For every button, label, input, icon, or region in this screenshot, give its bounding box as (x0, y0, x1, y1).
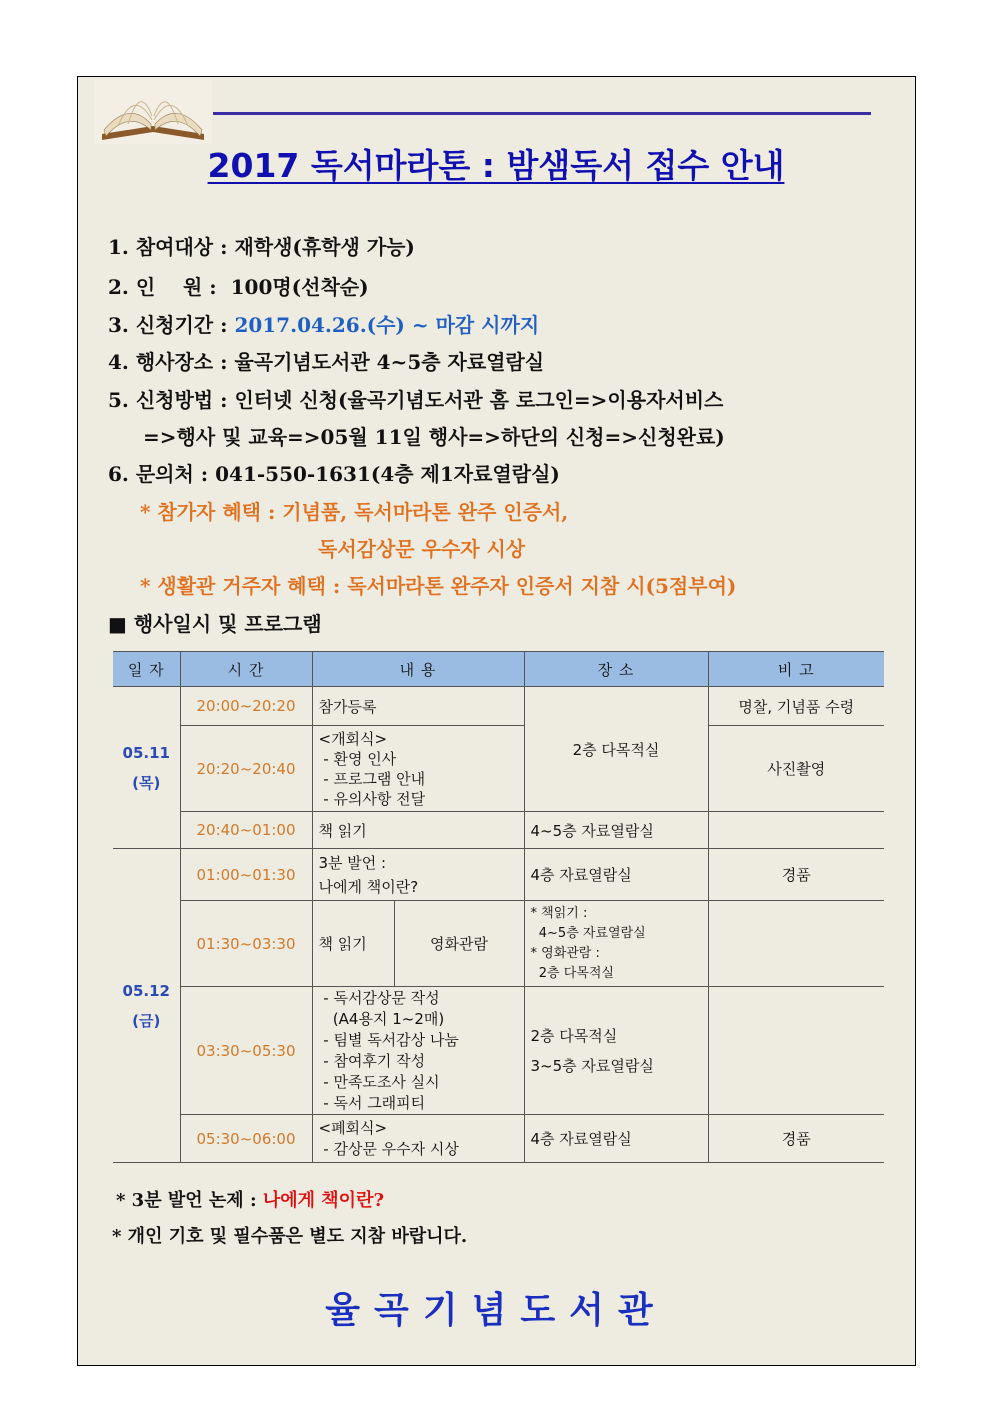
info-item-method: 5. 신청방법 : 인터넷 신청(율곡기념도서관 홈 로그인=>이용자서비스 (108, 388, 724, 412)
content-cell: 책 읽기 (312, 812, 524, 849)
note-cell (708, 812, 884, 849)
note-cell (708, 987, 884, 1115)
note-cell (708, 901, 884, 987)
time-cell: 20:20~20:40 (180, 726, 312, 812)
content-cell-movie: 영화관람 (394, 901, 524, 987)
content-cell: 3분 발언 : 나에게 책이란? (312, 849, 524, 901)
header-note: 비 고 (708, 652, 884, 687)
time-cell: 20:00~20:20 (180, 687, 312, 726)
info-item-target: 1. 참여대상 : 재학생(휴학생 가능) (108, 235, 415, 259)
info-item-period: 3. 신청기간 : 2017.04.26.(수) ~ 마감 시까지 (108, 313, 540, 337)
header-rule (213, 112, 871, 115)
time-cell: 20:40~01:00 (180, 812, 312, 849)
table-row (113, 849, 884, 901)
info-item-capacity: 2. 인 원 : 100명(선착순) (108, 275, 369, 299)
benefit-participant-cont: 독서감상문 우수자 시상 (318, 537, 526, 561)
content-cell: <개회식> - 환영 인사 - 프로그램 안내 - 유의사항 전달 (312, 726, 524, 812)
note-personal-items: * 개인 기호 및 필수품은 별도 지참 바랍니다. (112, 1226, 468, 1247)
time-cell: 05:30~06:00 (180, 1115, 312, 1163)
note-cell: 경품 (708, 849, 884, 901)
header-date: 일 자 (113, 652, 180, 687)
table-row (113, 1115, 884, 1163)
section-heading: ■ 행사일시 및 프로그램 (108, 612, 322, 636)
library-name: 율곡기념도서관 (325, 1290, 667, 1331)
table-row (113, 726, 884, 812)
table-row (113, 987, 884, 1115)
content-cell: - 독서감상문 작성 (A4용지 1~2매) - 팀별 독서감상 나눔 - 참여후기 작성 - 만족도조사 실시 - 독서 그래피티 (312, 987, 524, 1115)
schedule-table (113, 651, 884, 1163)
time-cell: 01:30~03:30 (180, 901, 312, 987)
time-cell: 03:30~05:30 (180, 987, 312, 1115)
header-content: 내 용 (312, 652, 524, 687)
page-title: 2017 독서마라톤 : 밤샘독서 접수 안내 (207, 146, 785, 185)
benefit-dorm: * 생활관 거주자 혜택 : 독서마라톤 완주자 인증서 지참 시(5점부여) (140, 574, 737, 598)
place-cell: 4층 자료열람실 (524, 1115, 708, 1163)
table-row (113, 901, 884, 987)
time-cell: 01:00~01:30 (180, 849, 312, 901)
date-cell-day2: 05.12 (금) (113, 849, 180, 1163)
content-cell: 참가등록 (312, 687, 524, 726)
content-cell: 책 읽기 (312, 901, 394, 987)
place-cell: 2층 다목적실 3~5층 자료열람실 (524, 987, 708, 1115)
note-cell: 사진촬영 (708, 726, 884, 812)
info-item-venue: 4. 행사장소 : 율곡기념도서관 4~5층 자료열람실 (108, 350, 545, 374)
header-time: 시 간 (180, 652, 312, 687)
place-cell: 4~5층 자료열람실 (524, 812, 708, 849)
info-item-contact: 6. 문의처 : 041-550-1631(4층 제1자료열람실) (108, 462, 560, 486)
content-cell: <폐회식> - 감상문 우수자 시상 (312, 1115, 524, 1163)
note-cell: 명찰, 기념품 수령 (708, 687, 884, 726)
info-item-method-cont: =>행사 및 교육=>05월 11일 행사=>하단의 신청=>신청완료) (143, 425, 725, 449)
date-cell-day1: 05.11 (목) (113, 687, 180, 849)
book-icon (94, 80, 212, 144)
place-cell: 2층 다목적실 (524, 687, 708, 812)
place-cell: 4층 자료열람실 (524, 849, 708, 901)
table-row (113, 812, 884, 849)
table-row (113, 687, 884, 726)
place-cell: * 책읽기 : 4~5층 자료열람실 * 영화관람 : 2층 다목적실 (524, 901, 708, 987)
header-place: 장 소 (524, 652, 708, 687)
benefit-participant: * 참가자 혜택 : 기념품, 독서마라톤 완주 인증서, (140, 500, 569, 524)
note-speech-topic: * 3분 발언 논제 : 나에게 책이란? (116, 1190, 385, 1211)
note-cell: 경품 (708, 1115, 884, 1163)
